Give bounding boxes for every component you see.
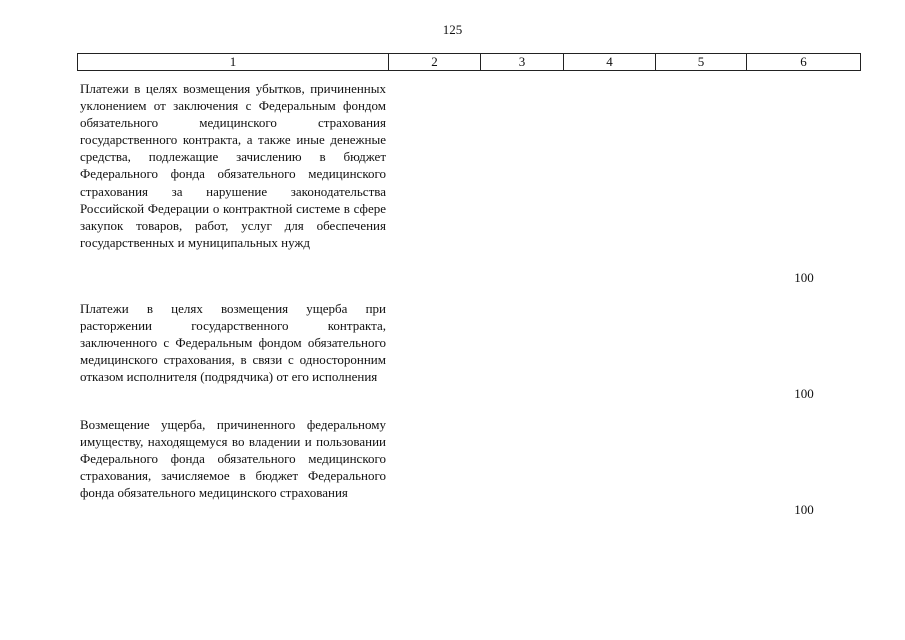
column-header-table [77, 53, 861, 71]
row-2-col6-value: 100 [794, 386, 814, 401]
row-1-description: Платежи в целях возмещения убытков, причиненных уклонением от заключения с Федеральным фондом обязательного медицинского страхования государственного контракта, а также иные денежные средства, подлежащие зачислению в бюджет Федерального фонда обязательного медицинского страхования за нарушение законодательства Российской Федерации о контрактной системе в сфере закупок товаров, работ, услуг для обеспечения государственных и муниципальных нужд [80, 81, 386, 250]
page-number: 125 [442, 22, 463, 37]
row-3-col6-value: 100 [794, 502, 814, 517]
column-header-3: 3 [481, 54, 564, 71]
row-3-description: Возмещение ущерба, причиненного федеральному имуществу, находящемуся во владении и пользовании Федерального фонда обязательного медицинского страхования, зачисляемое в бюджет Федерального фонда обязательного медицинского страхования [80, 417, 386, 501]
column-header-4: 4 [564, 54, 656, 71]
row-2-description: Платежи в целях возмещения ущерба при расторжении государственного контракта, заключенного с Федеральным фондом обязательного медицинского страхования, в связи с односторонним отказом исполнителя (подрядчика) от его исполнения [80, 301, 386, 385]
column-header-5: 5 [656, 54, 747, 71]
row-1-col6-value: 100 [794, 270, 814, 285]
column-header-1: 1 [78, 54, 389, 71]
column-header-row [78, 54, 861, 71]
column-header-2: 2 [389, 54, 481, 71]
column-header-6: 6 [747, 54, 861, 71]
